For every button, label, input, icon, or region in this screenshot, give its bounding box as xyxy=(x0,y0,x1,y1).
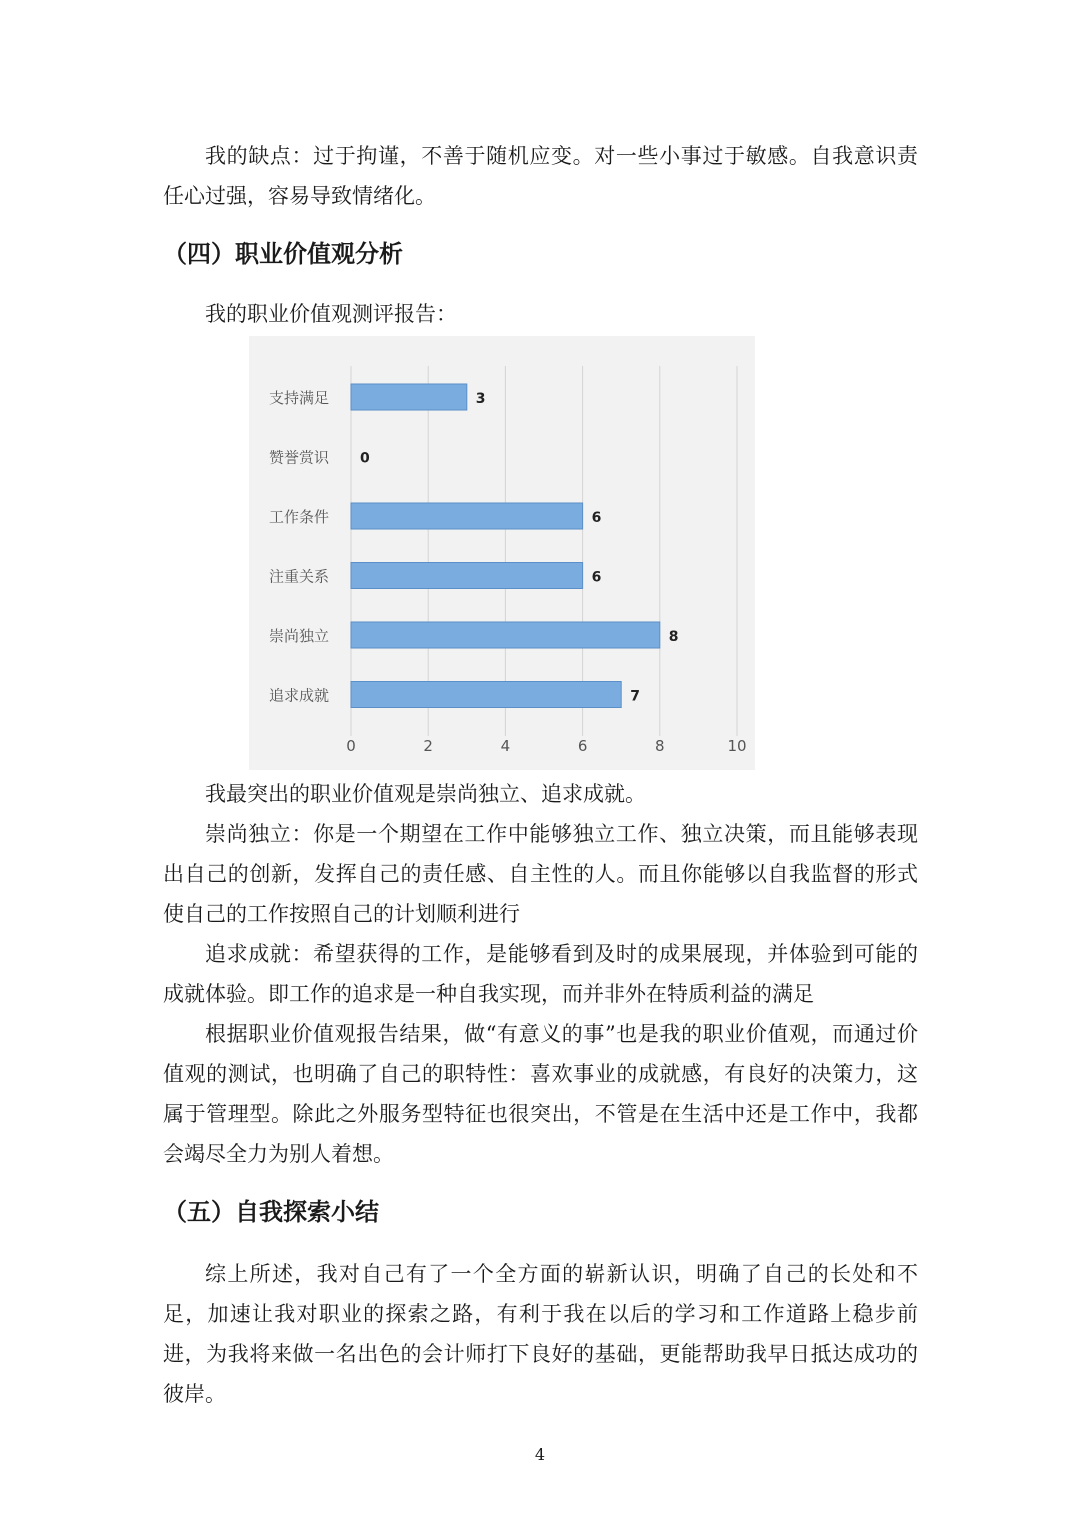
data-label: 8 xyxy=(668,629,679,645)
x-tick-label: 10 xyxy=(727,737,747,755)
bar xyxy=(351,622,660,648)
achievement-paragraph: 追求成就：希望获得的工作，是能够看到及时的成果展现，并体验到可能的成就体验。即工作的追求是一种自我实现，而并非外在特质利益的满足 xyxy=(163,942,918,1006)
data-label: 6 xyxy=(591,510,602,526)
x-tick-label: 4 xyxy=(500,737,511,755)
data-label: 0 xyxy=(360,450,370,467)
top-values-paragraph: 我最突出的职业价值观是崇尚独立、追求成就。 xyxy=(205,782,646,806)
category-label: 赞誉赏识 xyxy=(268,448,329,467)
data-label: 6 xyxy=(591,569,602,586)
bar xyxy=(351,503,583,529)
bar xyxy=(351,682,621,708)
category-label: 追求成就 xyxy=(268,686,329,705)
data-label: 7 xyxy=(630,688,640,705)
category-label: 注重关系 xyxy=(268,567,329,586)
category-label: 支持满足 xyxy=(268,389,329,407)
report-intro-paragraph: 我的职业价值观测评报告： xyxy=(205,302,457,326)
chart-svg xyxy=(249,336,755,770)
x-tick-label: 2 xyxy=(423,737,433,755)
page-number: 4 xyxy=(534,1445,546,1464)
category-label: 工作条件 xyxy=(268,508,329,526)
bar xyxy=(351,384,467,410)
section-heading-4: （四）职业价值观分析 xyxy=(163,240,403,268)
conclusion-paragraph: 根据职业价值观报告结果，做“有意义的事”也是我的职业价值观，而通过价值观的测试，也明确了自己的职特性：喜欢事业的成就感，有良好的决策力，这属于管理型。除此之外服务型特征也很突出，不管是在生活中还是工作中，我都会竭尽全力为别人着想。 xyxy=(163,1022,918,1166)
summary-paragraph: 综上所述，我对自己有了一个全方面的崭新认识，明确了自己的长处和不足，加速让我对职业的探索之路，有利于我在以后的学习和工作道路上稳步前进，为我将来做一名出色的会计师打下良好的基础，更能帮助我早日抵达成功的彼岸。 xyxy=(163,1262,918,1406)
weakness-paragraph: 我的缺点：过于拘谨，不善于随机应变。对一些小事过于敏感。自我意识责任心过强，容易导致情绪化。 xyxy=(163,144,918,208)
career-values-chart xyxy=(249,336,755,770)
data-label: 3 xyxy=(475,391,486,407)
bar xyxy=(351,563,583,589)
x-tick-label: 0 xyxy=(346,737,356,755)
section-heading-5: （五）自我探索小结 xyxy=(163,1198,379,1226)
independence-paragraph: 崇尚独立：你是一个期望在工作中能够独立工作、独立决策，而且能够表现出自己的创新，发挥自己的责任感、自主性的人。而且你能够以自我监督的形式使自己的工作按照自己的计划顺利进行 xyxy=(163,822,918,926)
category-label: 崇尚独立 xyxy=(268,627,329,645)
x-tick-label: 8 xyxy=(655,737,665,755)
x-tick-label: 6 xyxy=(577,737,588,755)
